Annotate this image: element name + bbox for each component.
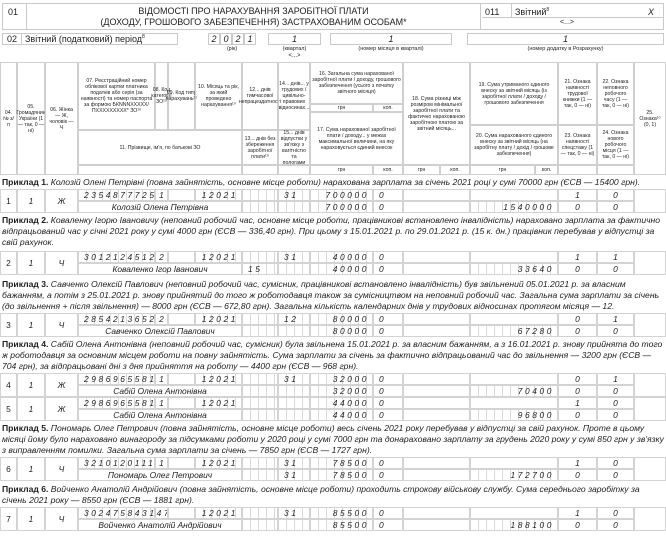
cell-s18b[interactable] <box>403 469 470 481</box>
cell-s18[interactable] <box>403 507 470 519</box>
cell-name[interactable]: Колозій Олена Петрівна <box>78 201 242 213</box>
cell-f21[interactable]: 1 <box>558 507 597 519</box>
cell-f24[interactable]: 0 <box>597 409 634 421</box>
cell-d12[interactable] <box>242 313 278 325</box>
cell-s20[interactable]: 67280 <box>470 325 558 337</box>
cell-d12[interactable] <box>242 189 278 201</box>
cell-d14[interactable]: 31 <box>278 457 310 469</box>
cell-s18[interactable] <box>403 457 470 469</box>
units-cell <box>278 165 310 175</box>
cell-d13[interactable] <box>242 519 278 531</box>
cell-f23[interactable]: 0 <box>558 469 597 481</box>
cell-name[interactable]: Сабій Олена Антонівна <box>78 385 242 397</box>
reported-toggle[interactable]: <...> <box>560 19 575 26</box>
cell-s20[interactable]: 188100 <box>470 519 558 531</box>
cell-s16g[interactable]: 85500 <box>310 507 373 519</box>
units-cell <box>597 165 634 175</box>
cell-f23[interactable]: 0 <box>558 201 597 213</box>
cell-d13[interactable] <box>242 325 278 337</box>
cell-d12[interactable] <box>242 251 278 263</box>
cell-citizen[interactable]: 1 <box>17 397 45 421</box>
cell-cat[interactable]: 1 <box>155 373 168 385</box>
form-title <box>26 3 481 30</box>
quarter-field[interactable]: 1 <box>268 33 321 45</box>
cell-citizen[interactable]: 1 <box>17 189 45 213</box>
cell-name[interactable]: Войченко Анатолій Андрійович <box>78 519 242 531</box>
table-header <box>0 62 666 175</box>
cell-n[interactable]: 7 <box>0 507 17 531</box>
cell-n[interactable]: 4 <box>0 373 17 397</box>
cell-name[interactable]: Пономарь Олег Петрович <box>78 469 242 481</box>
example-description <box>2 423 664 456</box>
example-description <box>2 177 664 188</box>
cell-f21[interactable]: 0 <box>558 373 597 385</box>
example-text: Войченко Анатолій Андрійович (повна зайнятість, основне місце роботи) проходить строкову військову службу. Сума середнього заробітку за січень 2021 року — 8550 грн (ЄСВ — 1881 грн). <box>2 484 640 505</box>
example-title: Приклад 3. <box>2 279 51 289</box>
col-16-kop: коп. <box>373 104 403 112</box>
cell-s17k[interactable]: 0 <box>373 263 403 275</box>
cell-month[interactable]: 12021 <box>195 189 242 201</box>
cell-d13[interactable]: 15 <box>242 263 278 275</box>
section-code-01: 01 <box>8 7 19 17</box>
example-description <box>2 339 664 372</box>
cell-n[interactable]: 6 <box>0 457 17 481</box>
col-22: 22. Ознака неповного робочого часу (1 — так, 0 — ні) <box>597 62 634 125</box>
cell-citizen[interactable]: 1 <box>17 251 45 275</box>
cell-d15[interactable] <box>278 201 310 213</box>
col-14: 14... днів... у трудових / цивільно-правових відносинах... <box>278 62 310 130</box>
cell-s18[interactable] <box>403 251 470 263</box>
cell-s17g[interactable]: 80000 <box>310 325 373 337</box>
table-row <box>0 251 666 275</box>
cell-f25[interactable] <box>634 313 666 337</box>
cell-type[interactable] <box>168 313 195 325</box>
col-16-grn: грн <box>310 104 373 112</box>
cell-f22[interactable]: 1 <box>597 313 634 325</box>
cell-cat[interactable] <box>155 507 168 519</box>
cell-f22[interactable]: 0 <box>597 507 634 519</box>
quarter-label: (квартал) <box>282 46 307 52</box>
quarter-toggle[interactable]: <...> <box>288 53 301 59</box>
cell-s19[interactable] <box>470 507 558 519</box>
cell-d14[interactable]: 31 <box>278 507 310 519</box>
cell-f23[interactable]: 0 <box>558 519 597 531</box>
cell-s18[interactable] <box>403 397 470 409</box>
col-25: 25. Ознака¹⁰ (0, 1) <box>634 62 666 175</box>
cell-f22[interactable]: 1 <box>597 251 634 263</box>
example-text: Коваленку Ігорю Івановичу (неповний робочий час, основне місце роботи, працівникові встановлено інвалідність) нараховано зарплата за фактично відпрацьований час у січні 2021 року у сумі 4000 грн (ЄСВ — 336,40 грн). При цьому з 15.01.2021 р. по 29.01.2021 р. (15 к. дн.) працівник перебував у відпустці за свій рахунок. <box>2 215 661 247</box>
cell-type[interactable] <box>168 457 195 469</box>
cell-month[interactable]: 12021 <box>195 251 242 263</box>
reported-label-text: Звітний <box>515 7 547 17</box>
cell-s16g[interactable]: 80000 <box>310 313 373 325</box>
cell-reg[interactable]: 2854213652 <box>78 313 155 325</box>
cell-s18b[interactable] <box>403 325 470 337</box>
cell-d14[interactable] <box>278 397 310 409</box>
cell-f23[interactable]: 0 <box>558 263 597 275</box>
cell-f22[interactable]: 0 <box>597 397 634 409</box>
cell-s19[interactable] <box>470 457 558 469</box>
cell-s18b[interactable] <box>403 385 470 397</box>
cell-gender[interactable]: Ч <box>45 313 78 337</box>
units-cell <box>242 165 278 175</box>
cell-s16k[interactable]: 0 <box>373 397 403 409</box>
col-04: 04. № з/п <box>0 62 17 175</box>
col-17-grn: грн <box>310 165 373 175</box>
example-text: Пономарь Олег Петрович (повна зайнятість, основне місце роботи) весь січень 2021 року перебував у відпустці за свій рахунок. Проте в цьому місяці йому було нараховано винагороду за підсумками роботи у 2020 році у сумі 7000 грн та донараховано зарплату за грудень 2020 року у сумі 850 грн у зв'язку з виправленням помилки. Загальна сума зарплати за січень — 7850 грн (ЄСВ — 1727 грн). <box>2 423 664 455</box>
cell-gender[interactable]: Ч <box>45 457 78 481</box>
cell-type[interactable] <box>168 373 195 385</box>
example-title: Приклад 4. <box>2 339 51 349</box>
cell-cat[interactable]: 1 <box>155 189 168 201</box>
col-18-kop: коп. <box>440 165 470 175</box>
example-description <box>2 279 664 312</box>
cell-f24[interactable]: 0 <box>597 385 634 397</box>
cell-d15[interactable] <box>278 385 310 397</box>
cell-s20[interactable]: 70400 <box>470 385 558 397</box>
cell-type[interactable] <box>168 189 195 201</box>
cell-f22[interactable]: 0 <box>597 457 634 469</box>
period-code: 02 <box>7 34 18 44</box>
cell-d12[interactable] <box>242 373 278 385</box>
cell-f21[interactable]: 1 <box>558 397 597 409</box>
cell-f24[interactable]: 0 <box>597 263 634 275</box>
cell-type[interactable] <box>168 507 195 519</box>
cell-s20[interactable]: 96800 <box>470 409 558 421</box>
cell-s16k[interactable]: 0 <box>373 251 403 263</box>
cell-gender[interactable]: Ч <box>45 251 78 275</box>
cell-d13[interactable] <box>242 385 278 397</box>
cell-f24[interactable]: 0 <box>597 325 634 337</box>
cell-s17g[interactable]: 32000 <box>310 385 373 397</box>
year-label: (рік) <box>226 46 238 52</box>
col-24: 24. Ознака нового робочого місця (1 — так, 0 — ні) <box>597 125 634 165</box>
cell-d14[interactable]: 31 <box>278 251 310 263</box>
cell-reg[interactable]: 3210120111 <box>78 457 155 469</box>
cell-s16g[interactable]: 40000 <box>310 251 373 263</box>
cell-s16g[interactable]: 700000 <box>310 189 373 201</box>
cell-s16k[interactable]: 0 <box>373 313 403 325</box>
cell-s19[interactable] <box>470 373 558 385</box>
cell-f21[interactable]: 1 <box>558 251 597 263</box>
cell-n[interactable]: 1 <box>0 189 17 213</box>
cell-reg[interactable]: 2354877725 <box>78 189 155 201</box>
col-19: 19. Сума утриманого єдиного внеску за звітний місяць (із заробітної плати / доходу / грошового забезпечення <box>470 62 558 125</box>
col-20-kop: коп. <box>535 165 558 175</box>
cell-f25[interactable] <box>634 251 666 275</box>
cell-month[interactable]: 12021 <box>195 507 242 519</box>
example-description <box>2 215 664 248</box>
cell-f25[interactable] <box>634 373 666 397</box>
example-text: Савченко Олексій Павлович (неповний робочий час, сумісник, працівникові встановлено інвалідність) був звільнений 05.01.2021 р. за власним бажанням, а потім з 25.01.2021 р. знову прийнятий до того ж роботодавця також за сумісництвом на неповний робочий час. Загальна сума зарплати за січень (до звільнення + після звільнення) — 8000 грн (ЄСВ — 672,80 грн). Загальна кількість календарних днів у трудових відносинах протягом місяця — 12. <box>2 279 660 311</box>
cell-reg[interactable]: 2986965581 <box>78 373 155 385</box>
col-21: 21. Ознака наявності трудової книжки (1 — так, 0 — ні) <box>558 62 597 125</box>
example-title: Приклад 6. <box>2 484 51 494</box>
cell-f25[interactable] <box>634 189 666 213</box>
year-digit[interactable]: 1 <box>244 33 256 45</box>
appendix-label: (номер додатку в Розрахунку) <box>527 46 604 52</box>
cell-n[interactable]: 5 <box>0 397 17 421</box>
cell-s16k[interactable]: 0 <box>373 189 403 201</box>
example-title: Приклад 1. <box>2 177 51 187</box>
section-code-011: 011 <box>485 7 500 17</box>
cell-f23[interactable]: 0 <box>558 385 597 397</box>
table-row <box>0 507 666 531</box>
cell-d15[interactable] <box>278 263 310 275</box>
cell-f24[interactable]: 0 <box>597 201 634 213</box>
cell-name[interactable]: Савченко Олексій Павлович <box>78 325 242 337</box>
cell-n[interactable]: 2 <box>0 251 17 275</box>
reported-sup: 8 <box>546 7 550 13</box>
cell-cat[interactable]: 2 <box>155 251 168 263</box>
col-17-kop: коп. <box>373 165 403 175</box>
year-digit[interactable]: 2 <box>208 33 220 45</box>
cell-cat[interactable]: 2 <box>155 313 168 325</box>
cell-n[interactable]: 3 <box>0 313 17 337</box>
cell-s16g[interactable]: 32000 <box>310 373 373 385</box>
cell-s19[interactable] <box>470 251 558 263</box>
cell-f23[interactable]: 0 <box>558 409 597 421</box>
year-digit[interactable]: 0 <box>220 33 232 45</box>
cell-s17g[interactable]: 40000 <box>310 263 373 275</box>
cell-reg[interactable]: 2986965581 <box>78 397 155 409</box>
cell-citizen[interactable]: 1 <box>17 373 45 397</box>
example-description <box>2 484 664 506</box>
cell-s17g[interactable]: 44000 <box>310 409 373 421</box>
cell-gender[interactable]: Ж <box>45 189 78 213</box>
cell-s19[interactable] <box>470 189 558 201</box>
cell-cat[interactable]: 1 <box>155 457 168 469</box>
table-row <box>0 457 666 481</box>
col-16: 16. Загальна сума нарахованої заробітної плати / доходу, грошового забезпечення (усього з початку звітного місяця) <box>310 62 403 104</box>
cell-s18[interactable] <box>403 313 470 325</box>
cell-gender[interactable]: Ч <box>45 507 78 531</box>
cell-s19[interactable] <box>470 397 558 409</box>
col-15: 15... днів відпустки у зв'язку з вагітністю та пологами <box>278 130 310 165</box>
cell-s20[interactable]: 33640 <box>470 263 558 275</box>
form-title-line1: ВІДОМОСТІ ПРО НАРАХУВАННЯ ЗАРОБІТНОЇ ПЛАТИ <box>138 6 369 16</box>
col-18-grn: грн <box>403 165 440 175</box>
cell-citizen[interactable]: 1 <box>17 313 45 337</box>
month-label: (номер місяця в кварталі) <box>358 46 424 52</box>
table-row <box>0 313 666 337</box>
cell-citizen[interactable]: 1 <box>17 457 45 481</box>
table-row <box>0 397 666 421</box>
cell-gender[interactable]: Ж <box>45 397 78 421</box>
year-digit[interactable]: 2 <box>232 33 244 45</box>
col-06: 06. Жінка — Ж, чоловік — Ч <box>45 62 78 175</box>
cell-reg[interactable]: 302475843147 <box>78 507 155 519</box>
cell-s16k[interactable]: 0 <box>373 373 403 385</box>
cell-s19[interactable] <box>470 313 558 325</box>
cell-s18b[interactable] <box>403 519 470 531</box>
col-07: 07. Реєстраційний номер облікової картки платника податків або серія (за наявності) та номер паспорта за формою БКNNNXXXXX/ ПXXXXXXXXX* ЗО¹⁰ <box>78 62 155 130</box>
col-20-grn: грн <box>470 165 535 175</box>
cell-cat[interactable]: 1 <box>155 397 168 409</box>
col-23: 23. Ознака наявності спецстажу (1 — так, 0 — ні) <box>558 125 597 165</box>
table-row <box>0 189 666 213</box>
cell-s20[interactable]: 172700 <box>470 469 558 481</box>
appendix-field[interactable]: 1 <box>467 33 664 45</box>
cell-s16k[interactable]: 0 <box>373 507 403 519</box>
cell-type[interactable] <box>168 397 195 409</box>
cell-citizen[interactable]: 1 <box>17 507 45 531</box>
cell-month[interactable]: 12021 <box>195 373 242 385</box>
cell-f22[interactable]: 1 <box>597 373 634 385</box>
col-13: 13... днів без збереження заробітної плати¹⁰ <box>242 130 278 165</box>
cell-d15[interactable] <box>278 409 310 421</box>
cell-f22[interactable]: 0 <box>597 189 634 201</box>
cell-month[interactable]: 12021 <box>195 397 242 409</box>
period-label-text: Звітний (податковий) період <box>25 34 143 44</box>
cell-d15[interactable] <box>278 325 310 337</box>
cell-f23[interactable]: 0 <box>558 325 597 337</box>
cell-d13[interactable] <box>242 469 278 481</box>
cell-gender[interactable]: Ж <box>45 373 78 397</box>
cell-d13[interactable] <box>242 201 278 213</box>
table-row <box>0 373 666 397</box>
col-08: 08. Код категорії ЗО¹⁰ <box>155 62 168 130</box>
cell-s18b[interactable] <box>403 201 470 213</box>
units-cell <box>558 165 597 175</box>
period-sup: 8 <box>142 34 145 40</box>
col-12: 12... днів тимчасової непрацездатності <box>242 62 278 130</box>
cell-s16g[interactable]: 78500 <box>310 457 373 469</box>
col-05: 05. Громадянин України (1 — так, 0 — ні) <box>17 62 45 175</box>
cell-s18[interactable] <box>403 189 470 201</box>
cell-s18b[interactable] <box>403 263 470 275</box>
example-title: Приклад 2. <box>2 215 51 225</box>
cell-name[interactable]: Коваленко Ігор Іванович <box>78 263 242 275</box>
cell-f21[interactable]: 0 <box>558 313 597 325</box>
cell-s17g[interactable]: 78500 <box>310 469 373 481</box>
example-text: Колозій Олені Петрівні (повна зайнятість, основне місце роботи) нарахована зарплата за січень 2021 році у сумі 70000 грн (ЄСВ — 15400 грн). <box>50 177 641 187</box>
form-title-line2: (ДОХОДУ, ГРОШОВОГО ЗАБЕЗПЕЧЕННЯ) ЗАСТРАХОВАНИМ ОСОБАМ* <box>100 17 407 27</box>
cell-f24[interactable]: 0 <box>597 469 634 481</box>
cell-s20[interactable]: 1540000 <box>470 201 558 213</box>
cell-f24[interactable]: 0 <box>597 519 634 531</box>
example-text: Сабій Олена Антонівна (неповний робочий час, сумісник) була звільнена 15.01.2021 р. за власним бажанням, а з 16.01.2021 р. знову прийнята до того ж роботодавця за основним місцем роботи на повну зайнятість. Сума зарплати за січень за фактично відпрацьований час до звільнення — 3200 грн (ЄСВ — 704 грн), за відпрацьовані дні з дня прийняття на роботу — 4400 грн (ЄСВ — 968 грн). <box>2 339 663 371</box>
cell-reg[interactable]: 3012124512 <box>78 251 155 263</box>
cell-d13[interactable] <box>242 409 278 421</box>
period-label <box>25 34 145 44</box>
cell-s17g[interactable]: 700000 <box>310 201 373 213</box>
reported-checkbox[interactable]: X <box>648 7 655 17</box>
cell-d12[interactable] <box>242 397 278 409</box>
cell-d14[interactable]: 31 <box>278 373 310 385</box>
cell-type[interactable] <box>168 251 195 263</box>
cell-s17k[interactable]: 0 <box>373 469 403 481</box>
cell-f21[interactable]: 1 <box>558 457 597 469</box>
cell-d12[interactable] <box>242 507 278 519</box>
cell-d15[interactable]: 31 <box>278 469 310 481</box>
cell-s18b[interactable] <box>403 409 470 421</box>
units-cell <box>78 165 242 175</box>
cell-name[interactable]: Сабій Олена Антонівна <box>78 409 242 421</box>
cell-s16k[interactable]: 0 <box>373 457 403 469</box>
reported-label <box>515 7 549 17</box>
col-09: 09. Код типу нарахувань¹⁰ <box>168 62 195 130</box>
cell-s17k[interactable]: 0 <box>373 519 403 531</box>
cell-s17k[interactable]: 0 <box>373 325 403 337</box>
col-11: 11. Прізвище, ім'я, по батькові ЗО <box>78 130 242 165</box>
col-20: 20. Сума нарахованого єдиного внеску за звітний місяць (на заробітну плату / дохід / грошове забезпечення) <box>470 125 558 165</box>
cell-d12[interactable] <box>242 457 278 469</box>
cell-f25[interactable] <box>634 507 666 531</box>
cell-s17k[interactable]: 0 <box>373 409 403 421</box>
cell-s18[interactable] <box>403 373 470 385</box>
cell-s17k[interactable]: 0 <box>373 385 403 397</box>
cell-f25[interactable] <box>634 457 666 481</box>
cell-s17k[interactable]: 0 <box>373 201 403 213</box>
cell-d14[interactable]: 31 <box>278 189 310 201</box>
cell-f21[interactable]: 1 <box>558 189 597 201</box>
cell-d15[interactable] <box>278 519 310 531</box>
col-17: 17. Сума нарахованої заробітної плати / доходу... у межах максимальної величини, на яку нараховується єдиний внесок <box>310 112 403 165</box>
example-title: Приклад 5. <box>2 423 51 433</box>
cell-d14[interactable]: 12 <box>278 313 310 325</box>
cell-s17g[interactable]: 85500 <box>310 519 373 531</box>
month-field[interactable]: 1 <box>330 33 452 45</box>
cell-s16g[interactable]: 44000 <box>310 397 373 409</box>
col-10: 10. Місяць та рік, за який проведено нарахування¹⁰ <box>195 62 242 130</box>
cell-f25[interactable] <box>634 397 666 421</box>
col-18: 18. Сума різниці між розміром мінімальної заробітної плати та фактично нарахованою заробітною платою за звітний місяць... <box>403 62 470 165</box>
cell-month[interactable]: 12021 <box>195 457 242 469</box>
cell-month[interactable]: 12021 <box>195 313 242 325</box>
